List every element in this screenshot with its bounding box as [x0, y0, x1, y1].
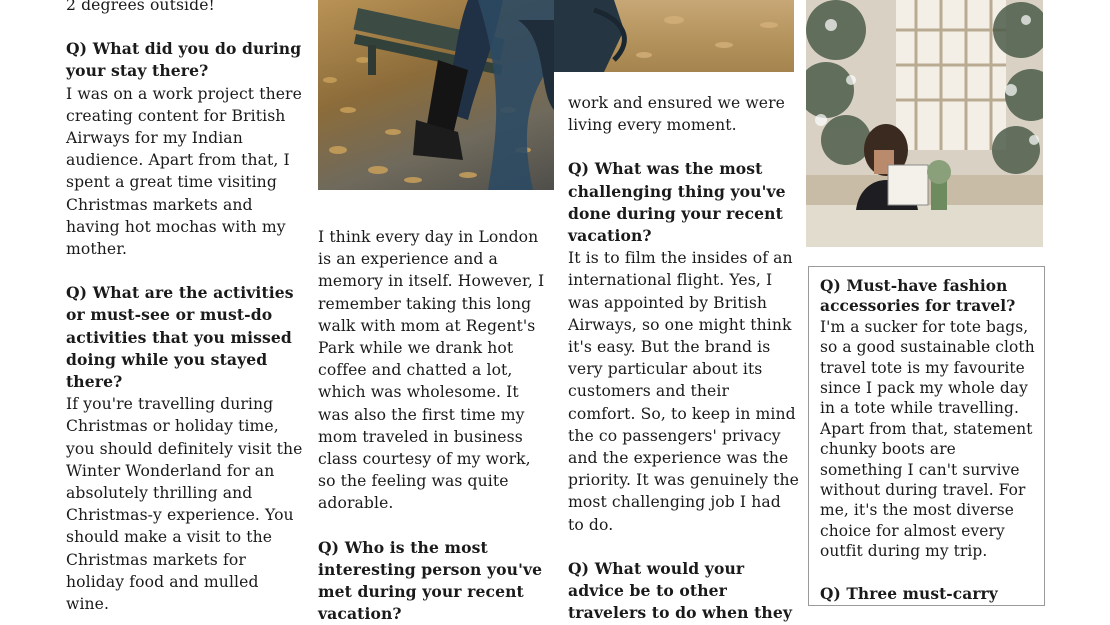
answer-stay: I was on a work project there creating content for British Airways for my Indian audience. Apart from that, I spent a great time visiting Christmas markets and having hot mochas with my mother. [66, 84, 302, 259]
bench-ironwork-illustration [554, 0, 794, 72]
column-3 [568, 92, 800, 624]
answer-continuation: work and ensured we were living every moment. [568, 94, 786, 135]
column-1 [66, 0, 306, 615]
column-4 [820, 276, 1038, 604]
cafe-photo [806, 0, 1043, 247]
question-advice: Q) What would your advice be to other travelers to do when they [568, 558, 793, 623]
question-challenging: Q) What was the most challenging thing you've done during your recent vacation? [568, 159, 786, 246]
answer-challenging: It is to film the insides of an international flight. Yes, I was appointed by British Airways, so one might think it's easy. But the brand is very particular about its customers and their comfort. So, to keep in mind the co passengers' privacy and the experience was the priority. It was genuinely the most challenging job I had to do. [568, 249, 800, 534]
cafe-illustration [806, 0, 1043, 247]
question-interesting-person: Q) Who is the most interesting person you've met during your recent vacation? [318, 537, 543, 624]
question-must-carry: Q) Three must-carry [820, 584, 998, 603]
answer-fashion-accessories: I'm a sucker for tote bags, so a good sustainable cloth travel tote is my favourite since I pack my whole day in a tote while travelling. Apart from that, statement chunky boots are something I can't survive without during travel. For me, it's the most diverse choice for almost every outfit during my trip. [820, 317, 1035, 561]
park-bench-photo-continuation [554, 0, 794, 72]
park-bench-illustration [318, 0, 554, 190]
column-2 [318, 226, 552, 625]
answer-missed-activities: If you're travelling during Christmas or holiday time, you should definitely visit the Winter Wonderland for an absolutely thrilling and Christmas-y experience. You should make a visit to the Christmas markets for holiday food and mulled wine. [66, 395, 303, 614]
question-fashion-accessories: Q) Must-have fashion accessories for travel? [820, 277, 1016, 316]
question-missed-activities: Q) What are the activities or must-see or must-do activities that you missed doing while you stayed there? [66, 283, 294, 392]
question-stay: Q) What did you do during your stay there? [66, 39, 302, 81]
answer-memory: I think every day in London is an experience and a memory in itself. However, I remember taking this long walk with mom at Regent's Park while we drank hot coffee and chatted a lot, which was wholesome. It was also the first time my mom traveled in business class courtesy of my work, so the feeling was quite adorable. [318, 228, 545, 513]
intro-ending: 2 degrees outside! [66, 0, 215, 14]
park-bench-photo [318, 0, 554, 190]
